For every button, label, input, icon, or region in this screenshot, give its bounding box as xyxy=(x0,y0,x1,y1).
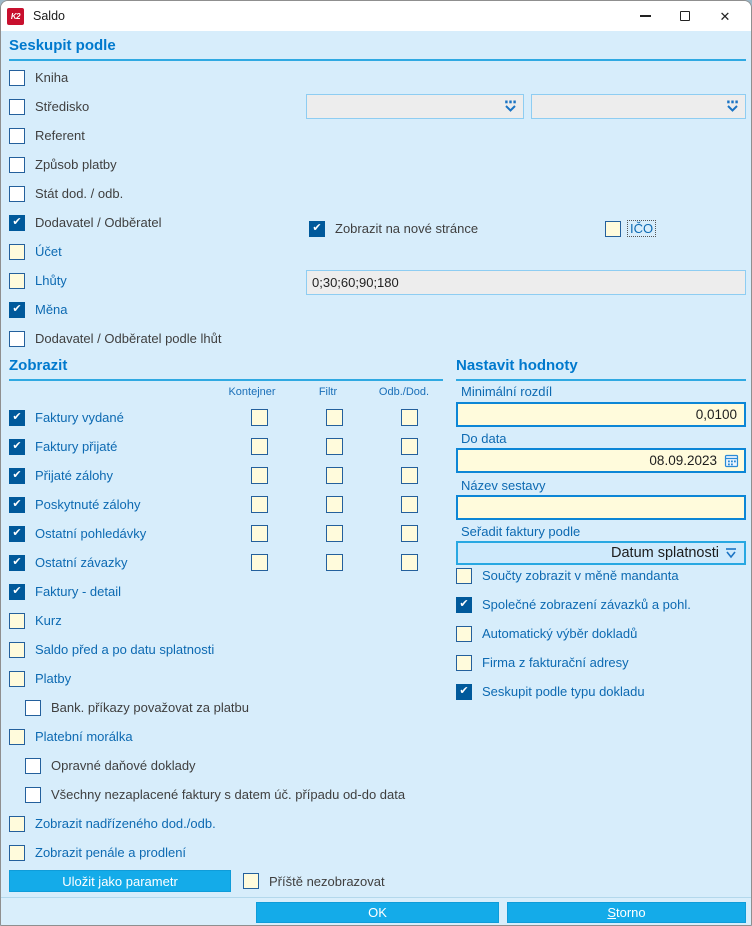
checkbox-label: Poskytnuté zálohy xyxy=(35,497,141,512)
checkbox-row-spolecne-zobrazeni xyxy=(456,590,746,619)
checkbox-row-prijate-zalohy xyxy=(9,461,443,490)
checkbox-row-platebni-moralka xyxy=(9,722,443,751)
checkbox[interactable] xyxy=(25,758,41,774)
checkbox-row-dod-odb-podle-lhut xyxy=(9,324,289,353)
checkbox[interactable] xyxy=(9,468,25,484)
checkbox-row-referent xyxy=(9,121,289,150)
checkbox-label: Stát dod. / odb. xyxy=(35,186,124,201)
checkbox-label: Ostatní pohledávky xyxy=(35,526,147,541)
kontejner-checkbox[interactable] xyxy=(251,467,268,484)
checkbox-label: Zobrazit penále a prodlení xyxy=(35,845,187,860)
column-header-kontejner: Kontejner xyxy=(228,386,276,398)
calendar-icon[interactable] xyxy=(724,453,739,468)
checkbox[interactable] xyxy=(9,584,25,600)
checkbox[interactable] xyxy=(9,555,25,571)
group-by-rows xyxy=(9,63,289,353)
checkbox-row-bank-prikazy xyxy=(9,693,443,722)
dropdown-value: Datum splatnosti xyxy=(611,545,719,561)
checkbox[interactable] xyxy=(9,128,25,144)
checkbox[interactable] xyxy=(9,439,25,455)
minimalni-rozdil-input[interactable] xyxy=(463,406,739,423)
checkbox-row-zobrazit-penale xyxy=(9,838,443,867)
maximize-icon xyxy=(680,11,690,21)
nastavit-checkbox-rows xyxy=(456,561,746,706)
checkbox-row-mena xyxy=(9,295,289,324)
checkbox-label: Zobrazit na nové stránce xyxy=(335,221,479,236)
ok-button[interactable] xyxy=(256,902,499,923)
checkbox[interactable] xyxy=(9,70,25,86)
checkbox[interactable] xyxy=(9,526,25,542)
checkbox-label: Součty zobrazit v měně mandanta xyxy=(482,568,679,583)
checkbox[interactable] xyxy=(9,215,25,231)
kontejner-checkbox[interactable] xyxy=(251,409,268,426)
button-label: torno xyxy=(616,905,646,920)
checkbox-label: Přijaté zálohy xyxy=(35,468,114,483)
do-data-input[interactable] xyxy=(463,452,719,469)
checkbox-row-ostatni-pohledavky xyxy=(9,519,443,548)
checkbox-label: Účet xyxy=(35,244,62,259)
filtr-checkbox[interactable] xyxy=(326,496,343,513)
storno-button[interactable] xyxy=(507,902,746,923)
column-header-filtr: Filtr xyxy=(318,386,338,398)
checkbox[interactable] xyxy=(9,273,25,289)
checkbox[interactable] xyxy=(9,845,25,861)
checkbox-label: Automatický výběr dokladů xyxy=(482,626,638,641)
checkbox-label: Zobrazit nadřízeného dod./odb. xyxy=(35,816,216,831)
checkbox[interactable] xyxy=(9,244,25,260)
dots-chevron-icon xyxy=(724,99,741,114)
odb-dod-checkbox[interactable] xyxy=(401,467,418,484)
checkbox-row-zpusob-platby xyxy=(9,150,289,179)
nazev-sestavy-field xyxy=(456,495,746,520)
filtr-checkbox[interactable] xyxy=(326,438,343,455)
kontejner-checkbox[interactable] xyxy=(251,438,268,455)
minimize-button[interactable] xyxy=(625,1,665,31)
stredisko-combo-1[interactable] xyxy=(306,94,524,119)
checkbox-row-seskupit-podle-typu xyxy=(456,677,746,706)
field-label-seradit-faktury-podle: Seřadit faktury podle xyxy=(461,524,581,539)
odb-dod-checkbox[interactable] xyxy=(401,409,418,426)
checkbox-row-stredisko xyxy=(9,92,289,121)
checkbox-row-vsechny-nezaplacene xyxy=(9,780,443,809)
k2-logo-icon: K2 xyxy=(7,8,24,25)
checkbox[interactable] xyxy=(605,221,621,237)
kontejner-checkbox[interactable] xyxy=(251,554,268,571)
checkbox-row-ostatni-zavazky xyxy=(9,548,443,577)
checkbox-label: Platby xyxy=(35,671,72,686)
checkbox-label: IČO xyxy=(627,220,656,237)
filtr-checkbox[interactable] xyxy=(326,467,343,484)
checkbox[interactable] xyxy=(9,99,25,115)
checkbox-row-platby xyxy=(9,664,443,693)
checkbox[interactable] xyxy=(456,568,472,584)
checkbox[interactable] xyxy=(9,816,25,832)
checkbox-label: Seskupit podle typu dokladu xyxy=(482,684,645,699)
checkbox[interactable] xyxy=(456,597,472,613)
checkbox[interactable] xyxy=(456,626,472,642)
checkbox[interactable] xyxy=(9,157,25,173)
checkbox[interactable] xyxy=(9,729,25,745)
checkbox[interactable] xyxy=(9,186,25,202)
checkbox-row-lhuty xyxy=(9,266,289,295)
checkbox[interactable] xyxy=(9,613,25,629)
save-as-parameter-button[interactable] xyxy=(9,870,231,892)
button-label: OK xyxy=(368,905,387,920)
window-title: Saldo xyxy=(33,9,65,23)
window-controls xyxy=(625,1,745,31)
checkbox-row-opravne-danove-doklady xyxy=(9,751,443,780)
minimize-icon xyxy=(640,15,651,17)
checkbox-row-zobrazit-nadrizeneho xyxy=(9,809,443,838)
checkbox-row-poskytnute-zalohy xyxy=(9,490,443,519)
checkbox[interactable] xyxy=(243,873,259,889)
checkbox[interactable] xyxy=(25,787,41,803)
checkbox-label: Faktury vydané xyxy=(35,410,124,425)
field-label-do-data: Do data xyxy=(461,431,507,446)
checkbox-row-kniha xyxy=(9,63,289,92)
odb-dod-checkbox[interactable] xyxy=(401,438,418,455)
checkbox-label: Dodavatel / Odběratel podle lhůt xyxy=(35,331,222,346)
checkbox[interactable] xyxy=(25,700,41,716)
filtr-checkbox[interactable] xyxy=(326,525,343,542)
checkbox[interactable] xyxy=(456,684,472,700)
dropdown-chevron-icon xyxy=(723,547,739,560)
checkbox-label: Způsob platby xyxy=(35,157,117,172)
checkbox[interactable] xyxy=(9,302,25,318)
checkbox-label: Příště nezobrazovat xyxy=(269,873,385,889)
checkbox-label: Kniha xyxy=(35,70,69,85)
checkbox-label: Bank. příkazy považovat za platbu xyxy=(51,700,250,715)
checkbox-label: Faktury - detail xyxy=(35,584,121,599)
checkbox-row-saldo-pred-po xyxy=(9,635,443,664)
checkbox-label: Ostatní závazky xyxy=(35,555,128,570)
checkbox-row-ico xyxy=(605,214,656,243)
checkbox-row-dodavatel-odberatel xyxy=(9,208,289,237)
checkbox-label: Firma z fakturační adresy xyxy=(482,655,629,670)
dialog-body xyxy=(1,31,751,925)
checkbox[interactable] xyxy=(9,410,25,426)
button-label-initial: S xyxy=(607,905,617,920)
checkbox[interactable] xyxy=(9,331,25,347)
checkbox-label: Dodavatel / Odběratel xyxy=(35,215,162,230)
odb-dod-checkbox[interactable] xyxy=(401,554,418,571)
checkbox[interactable] xyxy=(309,221,325,237)
checkbox-row-firma-z-fakturacni-adresy xyxy=(456,648,746,677)
checkbox-label: Měna xyxy=(35,302,68,317)
checkbox-label: Referent xyxy=(35,128,85,143)
checkbox-row-stat-dod-odb xyxy=(9,179,289,208)
checkbox-row-priste-nezobrazovat xyxy=(243,867,385,895)
title-bar xyxy=(1,1,751,31)
checkbox[interactable] xyxy=(9,497,25,513)
checkbox-row-zobrazit-na-nove-strance xyxy=(309,214,478,243)
button-label: Uložit jako parametr xyxy=(62,873,178,889)
kontejner-checkbox[interactable] xyxy=(251,496,268,513)
stredisko-combo-2[interactable] xyxy=(531,94,746,119)
checkbox-row-automaticky-vyber xyxy=(456,619,746,648)
kontejner-checkbox[interactable] xyxy=(251,525,268,542)
checkbox-label: Platební morálka xyxy=(35,729,133,744)
minimalni-rozdil-field xyxy=(456,402,746,427)
checkbox-label: Středisko xyxy=(35,99,90,114)
dots-chevron-icon xyxy=(502,99,519,114)
odb-dod-checkbox[interactable] xyxy=(401,496,418,513)
section-header-zobrazit: Zobrazit xyxy=(9,357,443,381)
section-header-seskupit-podle: Seskupit podle xyxy=(9,37,746,61)
checkbox-row-kurz xyxy=(9,606,443,635)
checkbox[interactable] xyxy=(9,642,25,658)
checkbox-row-faktury-detail xyxy=(9,577,443,606)
close-button[interactable] xyxy=(705,1,745,31)
field-label-nazev-sestavy: Název sestavy xyxy=(461,478,546,493)
checkbox-label: Opravné daňové doklady xyxy=(51,758,196,773)
lhuty-input[interactable] xyxy=(306,270,746,295)
filtr-checkbox[interactable] xyxy=(326,409,343,426)
checkbox-label: Faktury přijaté xyxy=(35,439,118,454)
checkbox-label: Společné zobrazení závazků a pohl. xyxy=(482,597,691,612)
checkbox-label: Lhůty xyxy=(35,273,67,288)
filtr-checkbox[interactable] xyxy=(326,554,343,571)
odb-dod-checkbox[interactable] xyxy=(401,525,418,542)
nazev-sestavy-input[interactable] xyxy=(463,499,739,516)
checkbox-label: Kurz xyxy=(35,613,62,628)
checkbox-row-ucet xyxy=(9,237,289,266)
checkbox-row-soucty-v-mene-mandanta xyxy=(456,561,746,590)
checkbox-label: Všechny nezaplacené faktury s datem úč. případu od-do data xyxy=(51,787,406,802)
close-icon: ✕ xyxy=(719,8,731,24)
field-label-minimalni-rozdil: Minimální rozdíl xyxy=(461,384,553,399)
checkbox-row-faktury-vydane xyxy=(9,403,443,432)
column-header-odb-dod: Odb./Dod. xyxy=(378,386,430,398)
section-header-nastavit-hodnoty: Nastavit hodnoty xyxy=(456,357,746,381)
checkbox[interactable] xyxy=(456,655,472,671)
zobrazit-rows xyxy=(9,403,443,867)
checkbox-label: Saldo před a po datu splatnosti xyxy=(35,642,215,657)
checkbox-row-faktury-prijate xyxy=(9,432,443,461)
do-data-field xyxy=(456,448,746,473)
checkbox[interactable] xyxy=(9,671,25,687)
maximize-button[interactable] xyxy=(665,1,705,31)
